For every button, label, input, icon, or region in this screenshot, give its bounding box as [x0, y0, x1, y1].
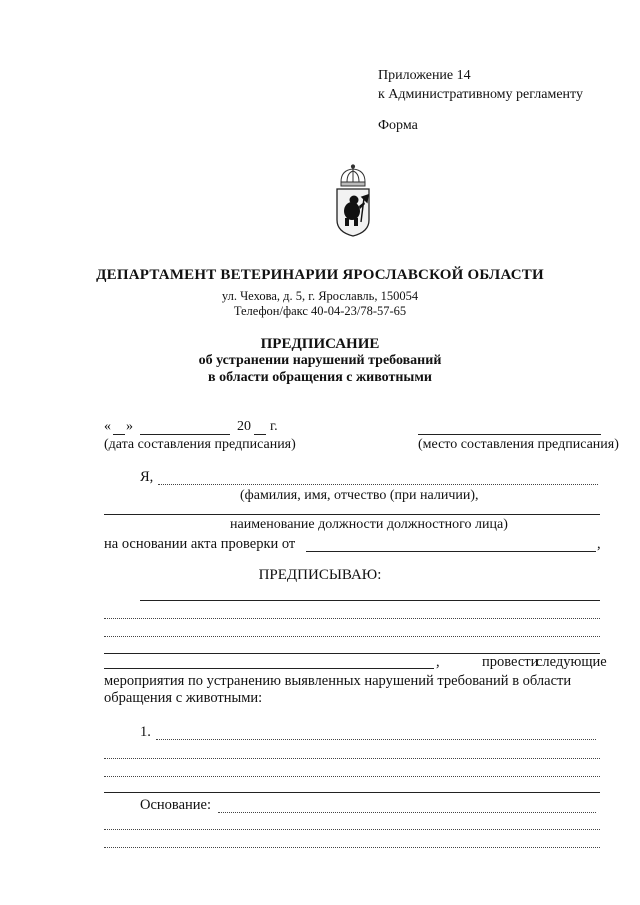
yaroslavl-coat-of-arms-icon [331, 164, 375, 238]
item-number-1: 1. [140, 724, 151, 740]
prescription-line-5[interactable] [104, 668, 434, 669]
place-caption: (место составления предписания) [418, 437, 619, 452]
appendix-reference: к Административному регламенту [378, 87, 583, 102]
official-position-caption: наименование должности должностного лица) [230, 517, 508, 532]
date-open-quote: « [104, 419, 111, 434]
date-close-quote: » [126, 419, 133, 434]
department-name: ДЕПАРТАМЕНТ ВЕТЕРИНАРИИ ЯРОСЛАВСКОЙ ОБЛАСТИ [96, 267, 544, 283]
department-phone: Телефон/факс 40-04-23/78-57-65 [233, 304, 407, 318]
prescription-comma: , [436, 654, 440, 670]
department-address: ул. Чехова, д. 5, г. Ярославль, 150054 [221, 289, 419, 303]
official-name-field[interactable] [158, 484, 598, 485]
appendix-block [378, 66, 583, 104]
item-line-4[interactable] [104, 792, 600, 793]
crown-icon [341, 165, 365, 186]
form-label: Форма [378, 118, 418, 133]
basis-field[interactable] [218, 812, 596, 813]
document-subtitle-2: в области обращения с животными [208, 370, 432, 385]
year-field[interactable] [254, 434, 266, 435]
year-prefix: 20 [237, 419, 251, 434]
document-title: ПРЕДПИСАНИЕ [260, 336, 380, 352]
appendix-title: Приложение 14 [378, 68, 471, 83]
basis-line-3[interactable] [104, 847, 600, 848]
following-word: следующие [536, 654, 607, 670]
month-field[interactable] [140, 434, 230, 435]
basis-act-label: на основании акта проверки от [104, 536, 296, 552]
measures-line-2: обращения с животными: [104, 690, 263, 706]
basis-line-2[interactable] [104, 829, 600, 830]
basis-label: Основание: [140, 797, 211, 813]
measures-line-1: мероприятия по устранению выявленных нарушений требований в области [104, 673, 572, 689]
basis-comma: , [597, 536, 601, 552]
prescription-line-2[interactable] [104, 618, 600, 619]
official-name-caption: (фамилия, имя, отчество (при наличии), [240, 488, 479, 503]
item-line-3[interactable] [104, 776, 600, 777]
i-label: Я, [140, 469, 154, 485]
day-field[interactable] [113, 434, 125, 435]
place-field[interactable] [418, 434, 601, 435]
prescribe-heading: ПРЕДПИСЫВАЮ: [258, 567, 382, 583]
official-position-field[interactable] [104, 514, 600, 515]
item-1-field[interactable] [156, 739, 596, 740]
date-caption: (дата составления предписания) [104, 437, 296, 452]
document-subtitle-1: об устранении нарушений требований [198, 353, 442, 368]
act-date-field[interactable] [306, 551, 596, 552]
year-suffix: г. [270, 419, 278, 434]
prescription-line-3[interactable] [104, 636, 600, 637]
conduct-word: провести [482, 654, 539, 670]
item-line-2[interactable] [104, 758, 600, 759]
prescription-line-1[interactable] [140, 600, 600, 601]
